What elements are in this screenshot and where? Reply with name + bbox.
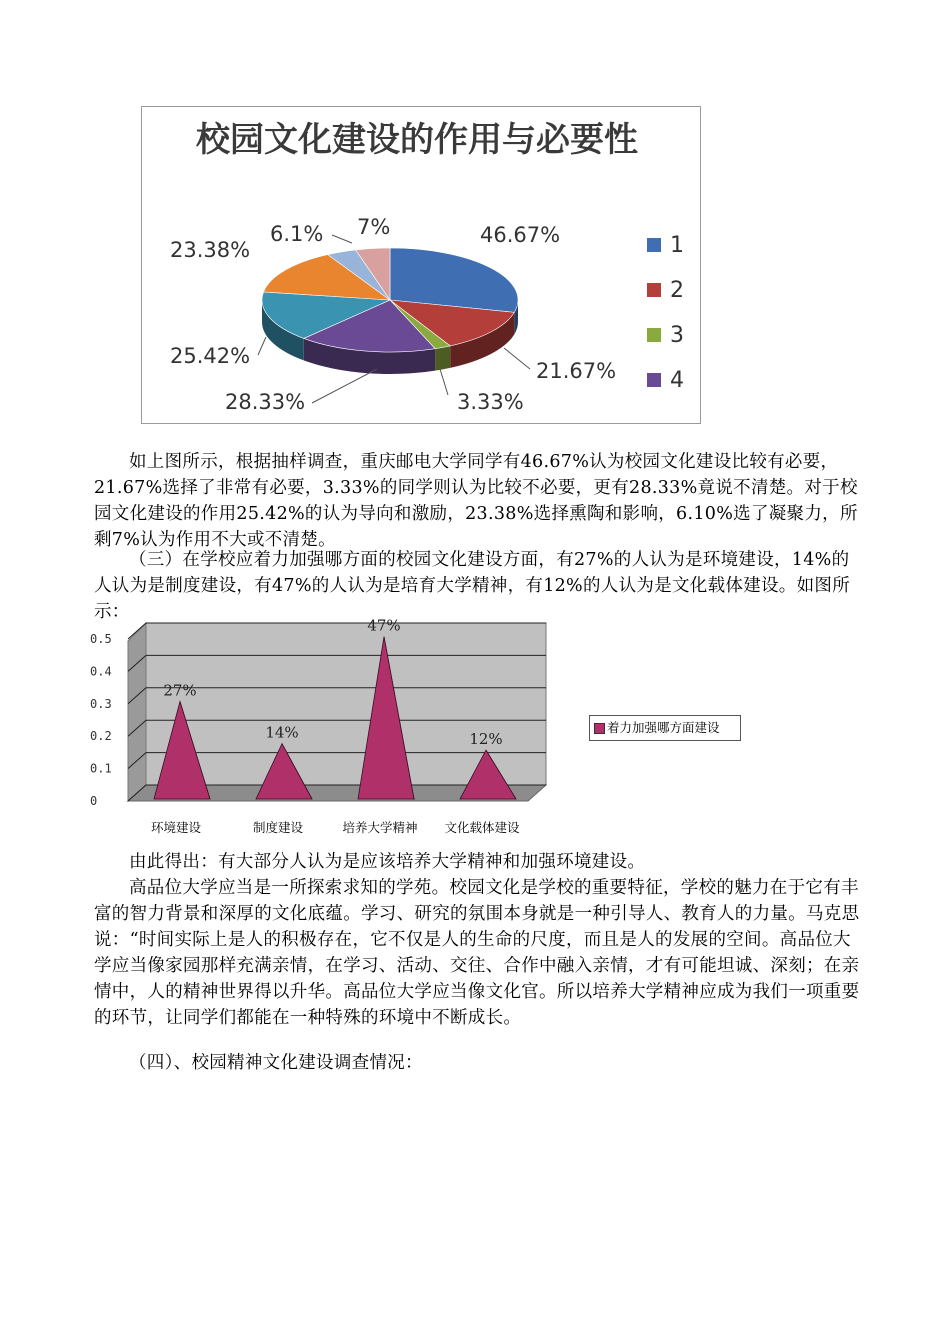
paragraph-section-4: （四）、校园精神文化建设调查情况： [129, 1053, 423, 1073]
pie-leader-line-4 [312, 369, 377, 403]
bar-ytick-label-5: 0.5 [90, 632, 112, 646]
bar-ytick-label-0: 0 [90, 794, 98, 808]
pie-data-label-4: 28.33% [225, 390, 306, 414]
bar-ytick-label-3: 0.3 [90, 696, 112, 711]
pie-legend-swatch-3 [647, 328, 661, 342]
pie-legend-label-2: 2 [670, 278, 684, 303]
paragraph-section-3: （三）在学校应着力加强哪方面的校园文化建设方面，有27%的人认为是环境建设，14%的人认为是制度建设，有47%的人认为是培育大学精神，有12%的人认为是文化载体建设。如图所示： [94, 550, 850, 622]
pie-legend-label-4: 4 [670, 368, 684, 393]
pie-chart [141, 106, 701, 424]
pie-legend-label-3: 3 [670, 323, 684, 348]
pie-legend-label-1: 1 [670, 233, 684, 258]
pie-chart-title: 校园文化建设的作用与必要性 [196, 120, 638, 160]
pie-leader-line-5 [258, 337, 266, 355]
pie-legend-swatch-2 [647, 283, 661, 297]
paragraph-pie-summary: 如上图所示，根据抽样调查，重庆邮电大学同学有46.67%认为校园文化建设比较有必要，21.67%选择了非常有必要，3.33%的同学则认为比较不必要，更有28.33%竟说不清楚。对于校园文化建设的作用25.42%的认为导向和激励，23.38%选择熏陶和影响，6.10%选了凝聚力，所剩7%认为作用不大或不清楚。 [94, 452, 858, 550]
bar-data-label-1: 27% [163, 681, 197, 700]
pie-data-label-6: 23.38% [170, 238, 251, 262]
bar-data-label-3: 47% [367, 616, 401, 635]
bar-ytick-label-2: 0.2 [90, 729, 112, 744]
pie-data-label-8: 7% [357, 215, 391, 239]
pie-leader-line-2 [504, 348, 530, 369]
legend-label: 着力加强哪方面建设 [607, 720, 720, 735]
legend-swatch [594, 723, 605, 734]
bar-data-label-4: 12% [469, 730, 503, 749]
pie-leader-line-3 [440, 369, 448, 395]
pie-data-label-5: 25.42% [170, 344, 251, 368]
pie-data-label-2: 21.67% [536, 359, 617, 383]
bar-ytick-label-4: 0.4 [90, 664, 112, 679]
bar-side-wall [128, 623, 146, 801]
pie-chart-canvas [142, 107, 700, 423]
pie-legend-swatch-4 [647, 373, 661, 387]
bar-category-label-2: 制度建设 [252, 820, 304, 835]
pie-leader-line-7 [332, 235, 352, 243]
pie-data-label-3: 3.33% [457, 390, 524, 414]
bar-ytick-label-1: 0.1 [90, 761, 112, 776]
bar-category-label-3: 培养大学精神 [342, 820, 418, 835]
paragraph-conclusion: 由此得出：有大部分人认为是应该培养大学精神和加强环境建设。 [129, 852, 646, 872]
bar-chart-legend [589, 715, 741, 741]
bar-data-label-2: 14% [265, 723, 299, 742]
pie-data-label-7: 6.1% [270, 222, 324, 246]
pie-side-3 [435, 346, 450, 371]
bar-category-label-1: 环境建设 [150, 820, 202, 835]
pie-legend-swatch-1 [647, 238, 661, 252]
bar-category-label-4: 文化载体建设 [444, 820, 520, 835]
pie-data-label-1: 46.67% [480, 223, 561, 247]
paragraph-university-culture: 高品位大学应当是一所探索求知的学苑。校园文化是学校的重要特征，学校的魅力在于它有丰富的智力背景和深厚的文化底蕴。学习、研究的氛围本身就是一种引导人、教育人的力量。马克思说：“时间实际上是人的积极存在，它不仅是人的生命的尺度，而且是人的发展的空间。高品位大学应当像家园那样充满亲情，在学习、活动、交往、合作中融入亲情，才有可能坦诚、深刻；在亲情中，人的精神世界得以升华。高品位大学应当像文化官。所以培养大学精神应成为我们一项重要的环节，让同学们都能在一种特殊的环境中不断成长。 [94, 878, 860, 1028]
